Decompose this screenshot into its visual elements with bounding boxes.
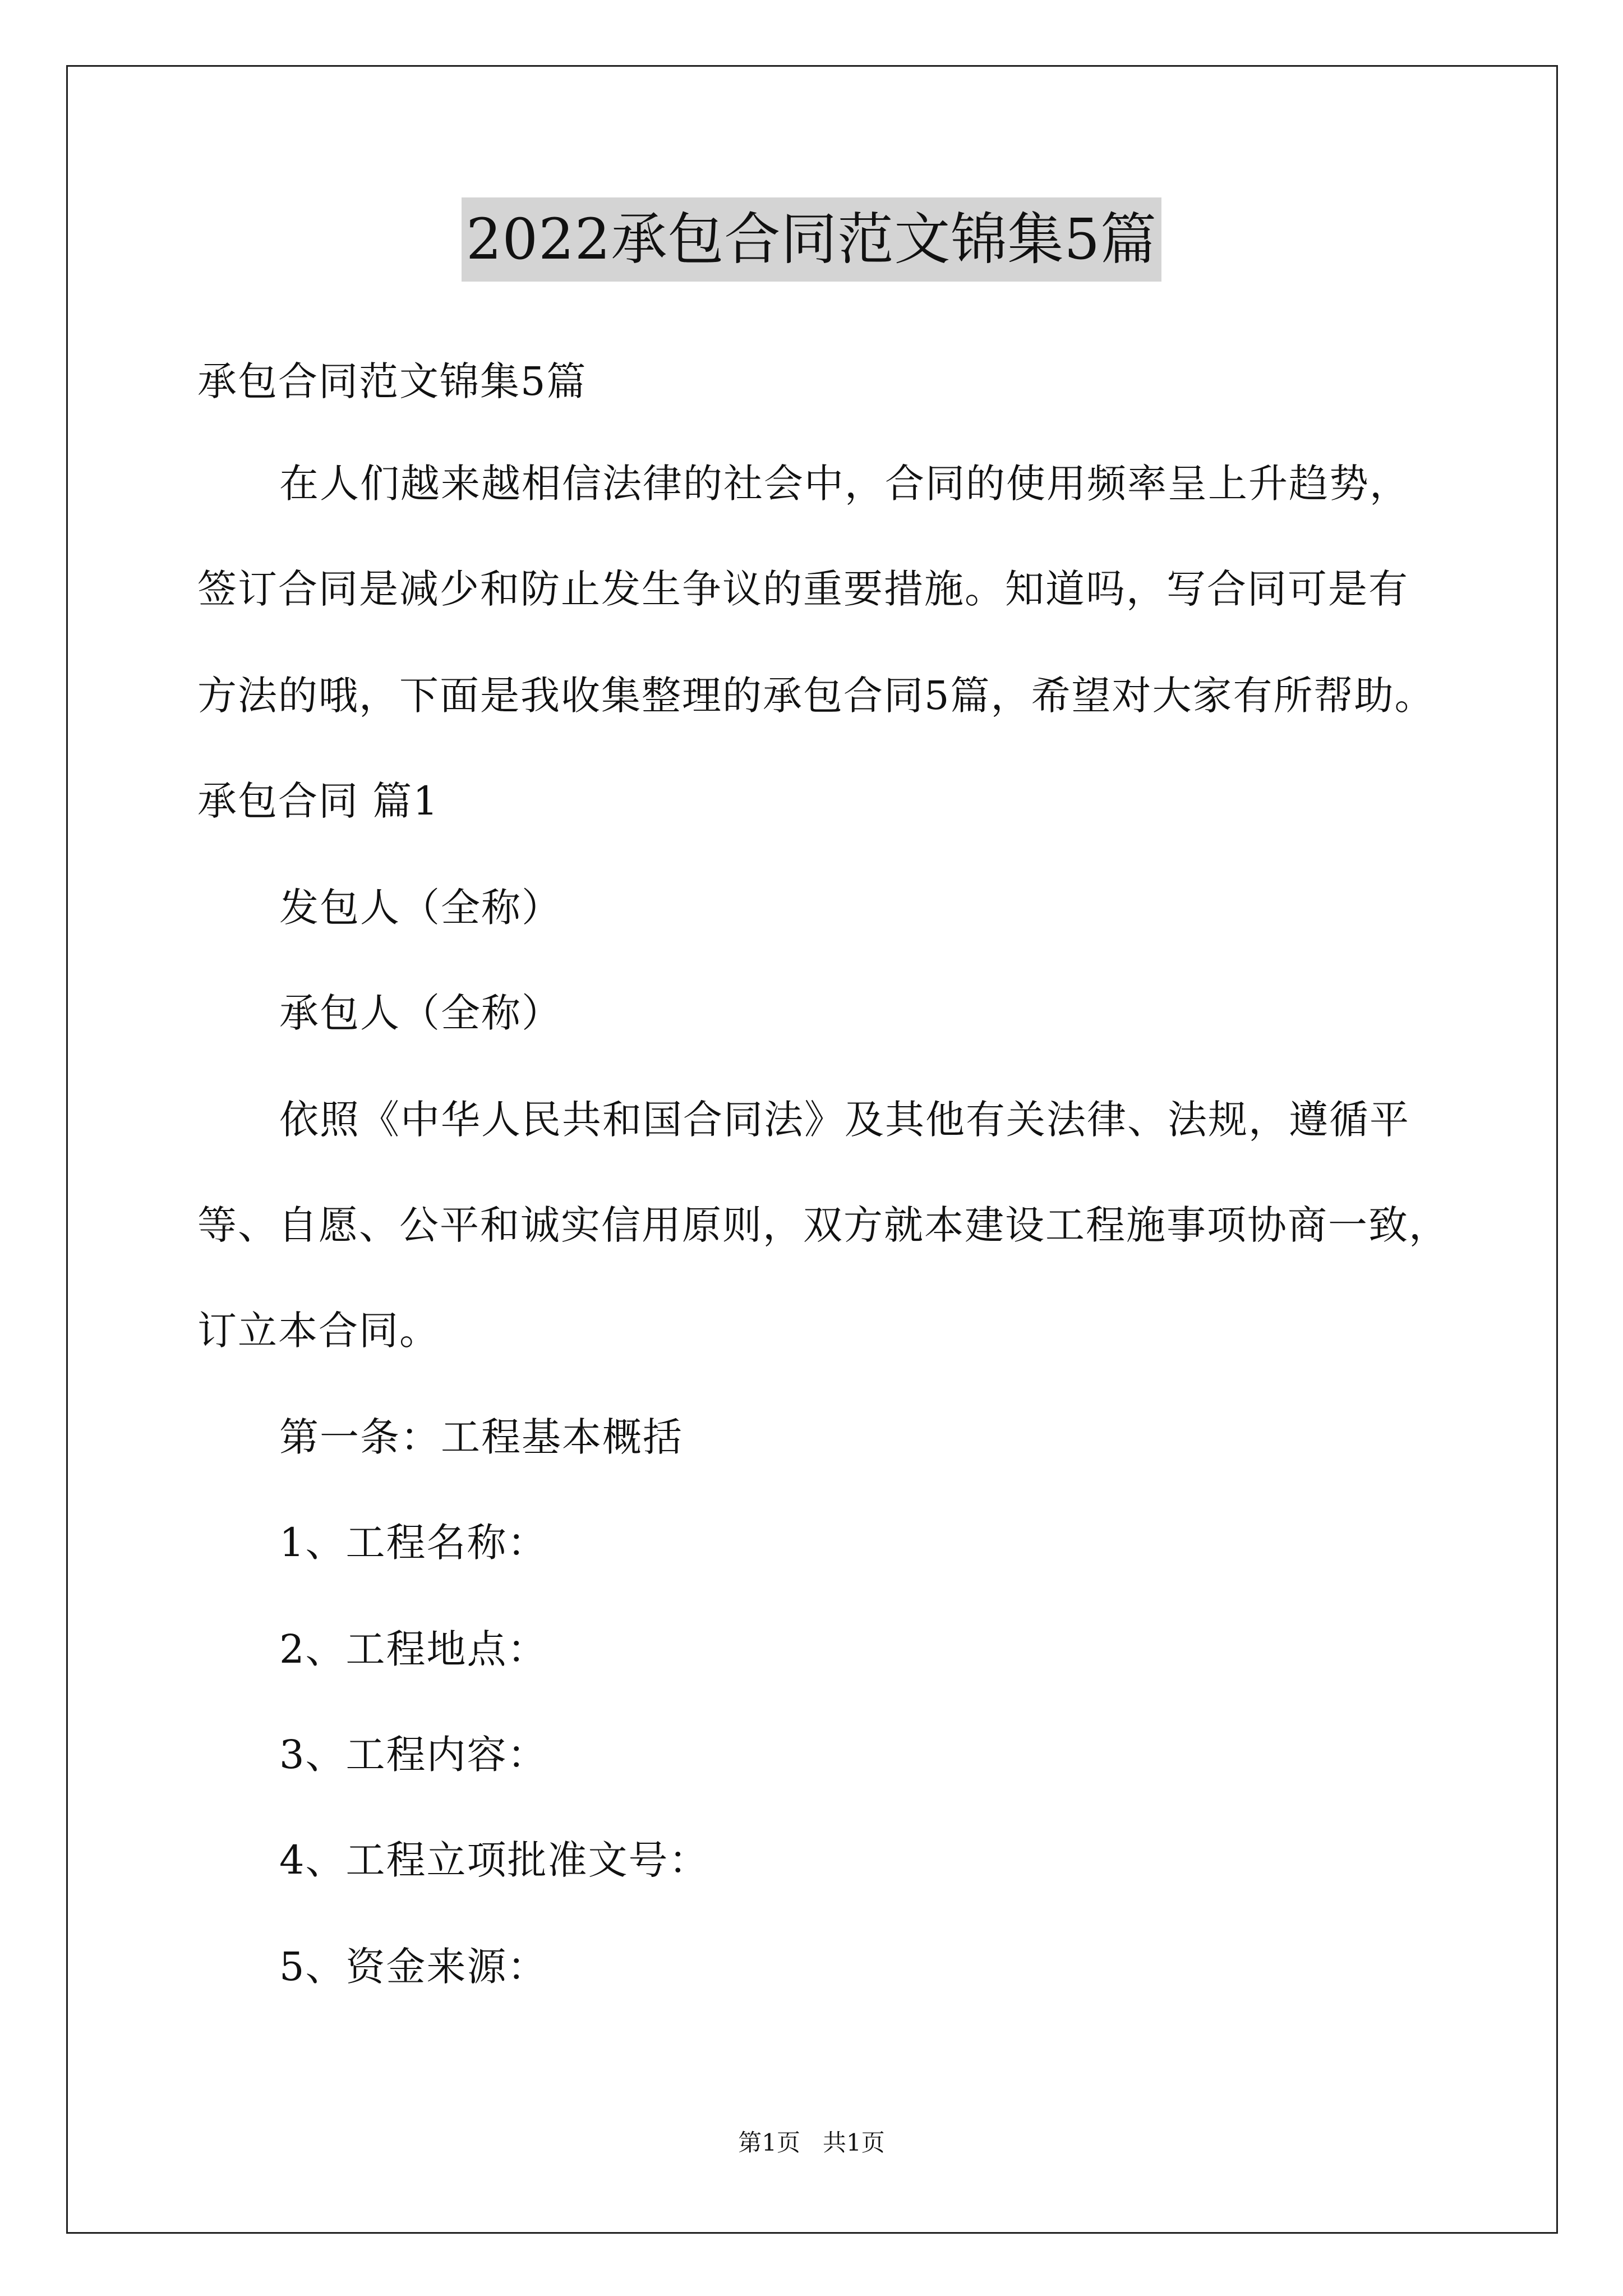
article-heading: 第一条：工程基本概括 <box>279 1414 683 1460</box>
list-item: 5、资金来源： <box>279 1944 548 1990</box>
title-container <box>0 197 1623 282</box>
list-item: 1、工程名称： <box>279 1520 548 1566</box>
page-footer <box>0 2126 1623 2160</box>
body-line: 订立本合同。 <box>197 1308 440 1354</box>
body-line: 依照《中华人民共和国合同法》及其他有关法律、法规，遵循平 <box>279 1097 1410 1143</box>
section-heading: 承包合同 篇1 <box>197 778 439 824</box>
body-line: 在人们越来越相信法律的社会中，合同的使用频率呈上升趋势， <box>279 461 1410 507</box>
party-line: 承包人（全称） <box>279 990 562 1036</box>
document-title: 2022承包合同范文锦集5篇 <box>462 197 1161 282</box>
subtitle-line: 承包合同范文锦集5篇 <box>197 358 587 404</box>
body-line: 等、自愿、公平和诚实信用原则，双方就本建设工程施事项协商一致， <box>197 1202 1449 1248</box>
body-line: 签订合同是减少和防止发生争议的重要措施。知道吗，写合同可是有 <box>197 566 1409 612</box>
list-item: 2、工程地点： <box>279 1626 548 1672</box>
list-item: 3、工程内容： <box>279 1732 548 1778</box>
page-number: 第1页 <box>738 2129 800 2156</box>
page-total: 共1页 <box>823 2129 885 2156</box>
party-line: 发包人（全称） <box>279 885 562 931</box>
list-item: 4、工程立项批准文号： <box>279 1837 709 1883</box>
body-line: 方法的哦，下面是我收集整理的承包合同5篇，希望对大家有所帮助。 <box>197 673 1435 719</box>
